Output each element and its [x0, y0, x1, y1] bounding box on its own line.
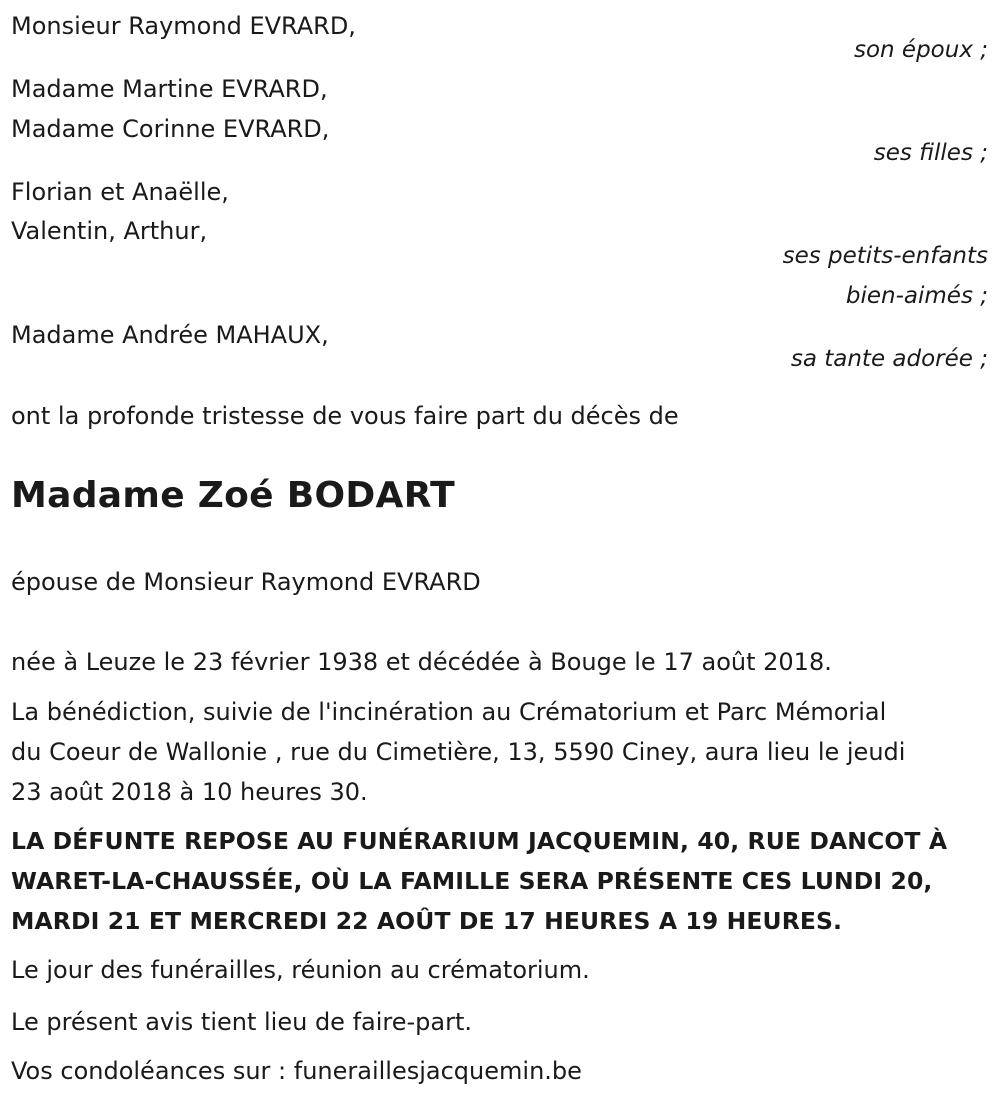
family-role-daughters: ses filles ;	[873, 140, 988, 166]
family-name-daughter-1: Madame Martine EVRARD,	[11, 75, 328, 103]
visitation-line-2: WARET-LA-CHAUSSÉE, OÙ LA FAMILLE SERA PRÉSENTE CES LUNDI 20,	[11, 867, 933, 895]
birth-death-line: née à Leuze le 23 février 1938 et décédée à Bouge le 17 août 2018.	[11, 648, 832, 676]
visitation-line-3: MARDI 21 ET MERCREDI 22 AOÛT DE 17 HEURES A 19 HEURES.	[11, 907, 843, 935]
family-role-grandchildren-1: ses petits-enfants	[782, 243, 988, 269]
announcement-text: ont la profonde tristesse de vous faire part du décès de	[11, 402, 679, 430]
family-name-grandchildren-1: Florian et Anaëlle,	[11, 178, 229, 206]
family-name-husband: Monsieur Raymond EVRARD,	[11, 12, 356, 40]
ceremony-line-2: du Coeur de Wallonie , rue du Cimetière, 13, 5590 Ciney, aura lieu le jeudi	[11, 738, 906, 766]
visitation-line-1: LA DÉFUNTE REPOSE AU FUNÉRARIUM JACQUEMIN, 40, RUE DANCOT À	[11, 827, 948, 855]
condolences-line: Vos condoléances sur : funeraillesjacquemin.be	[11, 1057, 582, 1085]
spouse-line: épouse de Monsieur Raymond EVRARD	[11, 568, 481, 596]
family-name-grandchildren-2: Valentin, Arthur,	[11, 217, 208, 245]
family-role-grandchildren-2: bien-aimés ;	[845, 283, 988, 309]
family-name-aunt: Madame Andrée MAHAUX,	[11, 321, 329, 349]
deceased-name: Madame Zoé BODART	[11, 475, 455, 516]
ceremony-line-3: 23 août 2018 à 10 heures 30.	[11, 778, 368, 806]
notice-line: Le présent avis tient lieu de faire-part.	[11, 1008, 473, 1036]
ceremony-paragraph	[11, 692, 991, 812]
family-role-aunt: sa tante adorée ;	[790, 346, 988, 372]
ceremony-line-1: La bénédiction, suivie de l'incinération au Crématorium et Parc Mémorial	[11, 698, 887, 726]
family-role-husband: son époux ;	[853, 37, 988, 63]
visitation-paragraph	[11, 821, 996, 941]
meeting-line: Le jour des funérailles, réunion au crématorium.	[11, 956, 590, 984]
family-name-daughter-2: Madame Corinne EVRARD,	[11, 115, 330, 143]
